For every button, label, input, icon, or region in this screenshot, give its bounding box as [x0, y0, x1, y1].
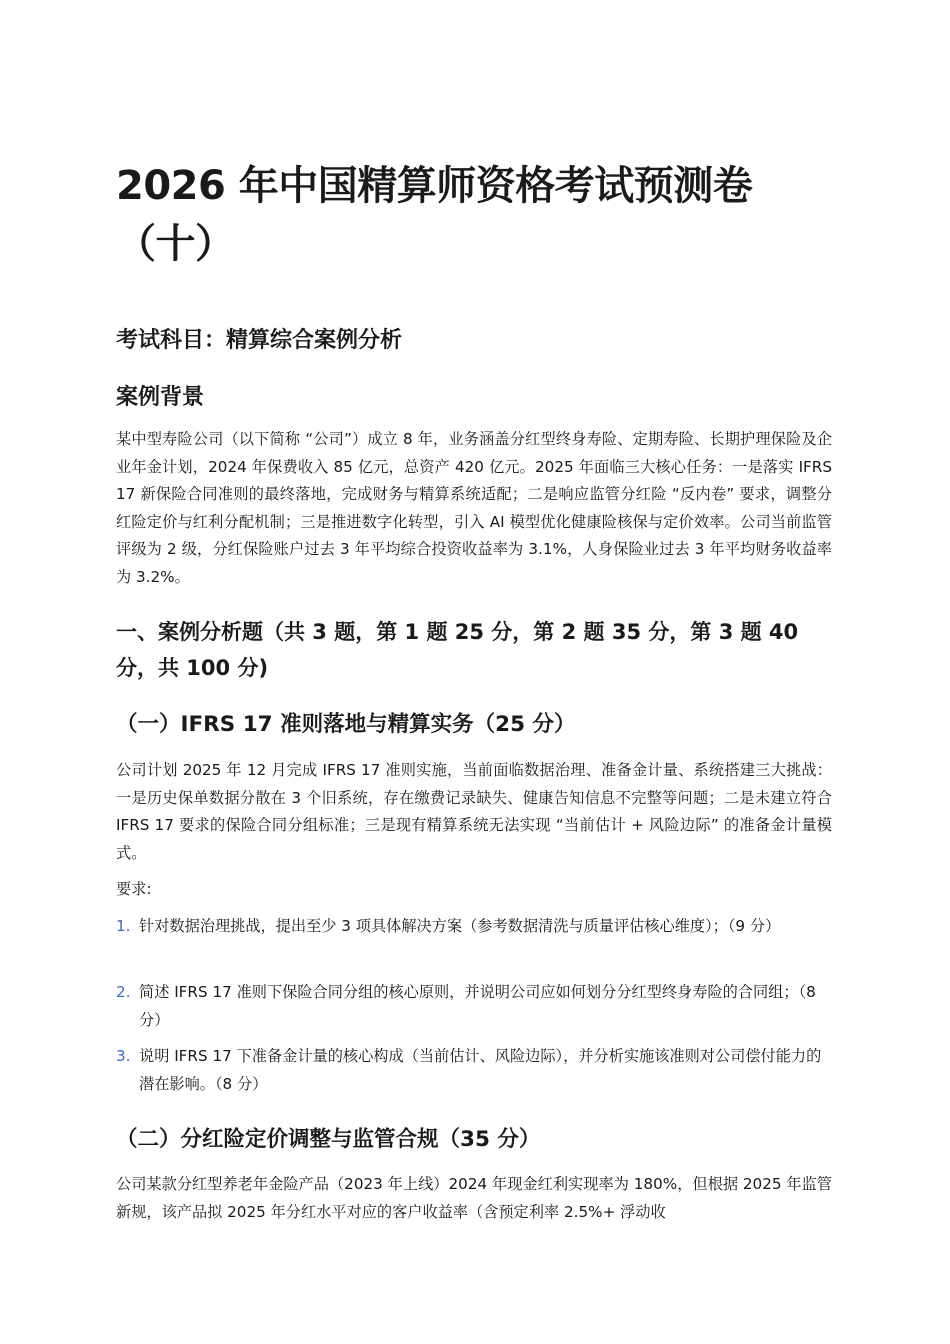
exam-subject: 考试科目：精算综合案例分析 [116, 328, 403, 353]
list-text: 针对数据治理挑战，提出至少 3 项具体解决方案（参考数据清洗与质量评估核心维度）；（9 分） [139, 917, 781, 935]
list-number: 3. [116, 1047, 131, 1065]
document-title: 2026 年中国精算师资格考试预测卷（十） [116, 163, 753, 267]
background-heading: 案例背景 [116, 385, 205, 410]
list-text: 简述 IFRS 17 准则下保险合同分组的核心原则，并说明公司应如何划分分红型终身寿险的合同组；（8 分） [139, 983, 816, 1029]
background-paragraph: 某中型寿险公司（以下简称 “公司”）成立 8 年，业务涵盖分红型终身寿险、定期寿险、长期护理保险及企业年金计划，2024 年保费收入 85 亿元，总资产 420 亿元。2025 年面临三大核心任务：一是落实 IFRS 17 新保险合同准则的最终落地，完成财务与精算系统适配；二是响应监管分红险 “反内卷” 要求，调整分红险定价与红利分配机制；三是推进数字化转型，引入 AI 模型优化健康险核保与定价效率。公司当前监管评级为 2 级，分红保险账户过去 3 年平均综合投资收益率为 3.1%，人身保险业过去 3 年平均财务收益率为 3.2%。 [116, 430, 832, 586]
question-2-paragraph: 公司某款分红型养老年金险产品（2023 年上线）2024 年现金红利实现率为 180%，但根据 2025 年监管新规，该产品拟 2025 年分红水平对应的客户收益率（含预定利率 2.5%+ 浮动收 [116, 1175, 832, 1221]
requirements-label: 要求: [116, 880, 152, 898]
list-number: 1. [116, 917, 131, 935]
list-item [116, 913, 832, 941]
list-number: 2. [116, 983, 131, 1001]
list-text: 说明 IFRS 17 下准备金计量的核心构成（当前估计、风险边际），并分析实施该准则对公司偿付能力的潜在影响。（8 分） [139, 1047, 822, 1093]
list-item [116, 1043, 832, 1098]
section-heading: 一、案例分析题（共 3 题，第 1 题 25 分，第 2 题 35 分，第 3 题 40 分，共 100 分) [116, 620, 799, 680]
question-1-paragraph: 公司计划 2025 年 12 月完成 IFRS 17 准则实施，当前面临数据治理、准备金计量、系统搭建三大挑战：一是历史保单数据分散在 3 个旧系统，存在缴费记录缺失、健康告知信息不完整等问题；二是未建立符合 IFRS 17 要求的保险合同分组标准；三是现有精算系统无法实现 “当前估计 + 风险边际” 的准备金计量模式。 [116, 761, 832, 862]
list-item [116, 979, 832, 1034]
question-2-heading: （二）分红险定价调整与监管合规（35 分） [116, 1127, 541, 1152]
question-1-heading: （一）IFRS 17 准则落地与精算实务（25 分） [116, 712, 576, 737]
